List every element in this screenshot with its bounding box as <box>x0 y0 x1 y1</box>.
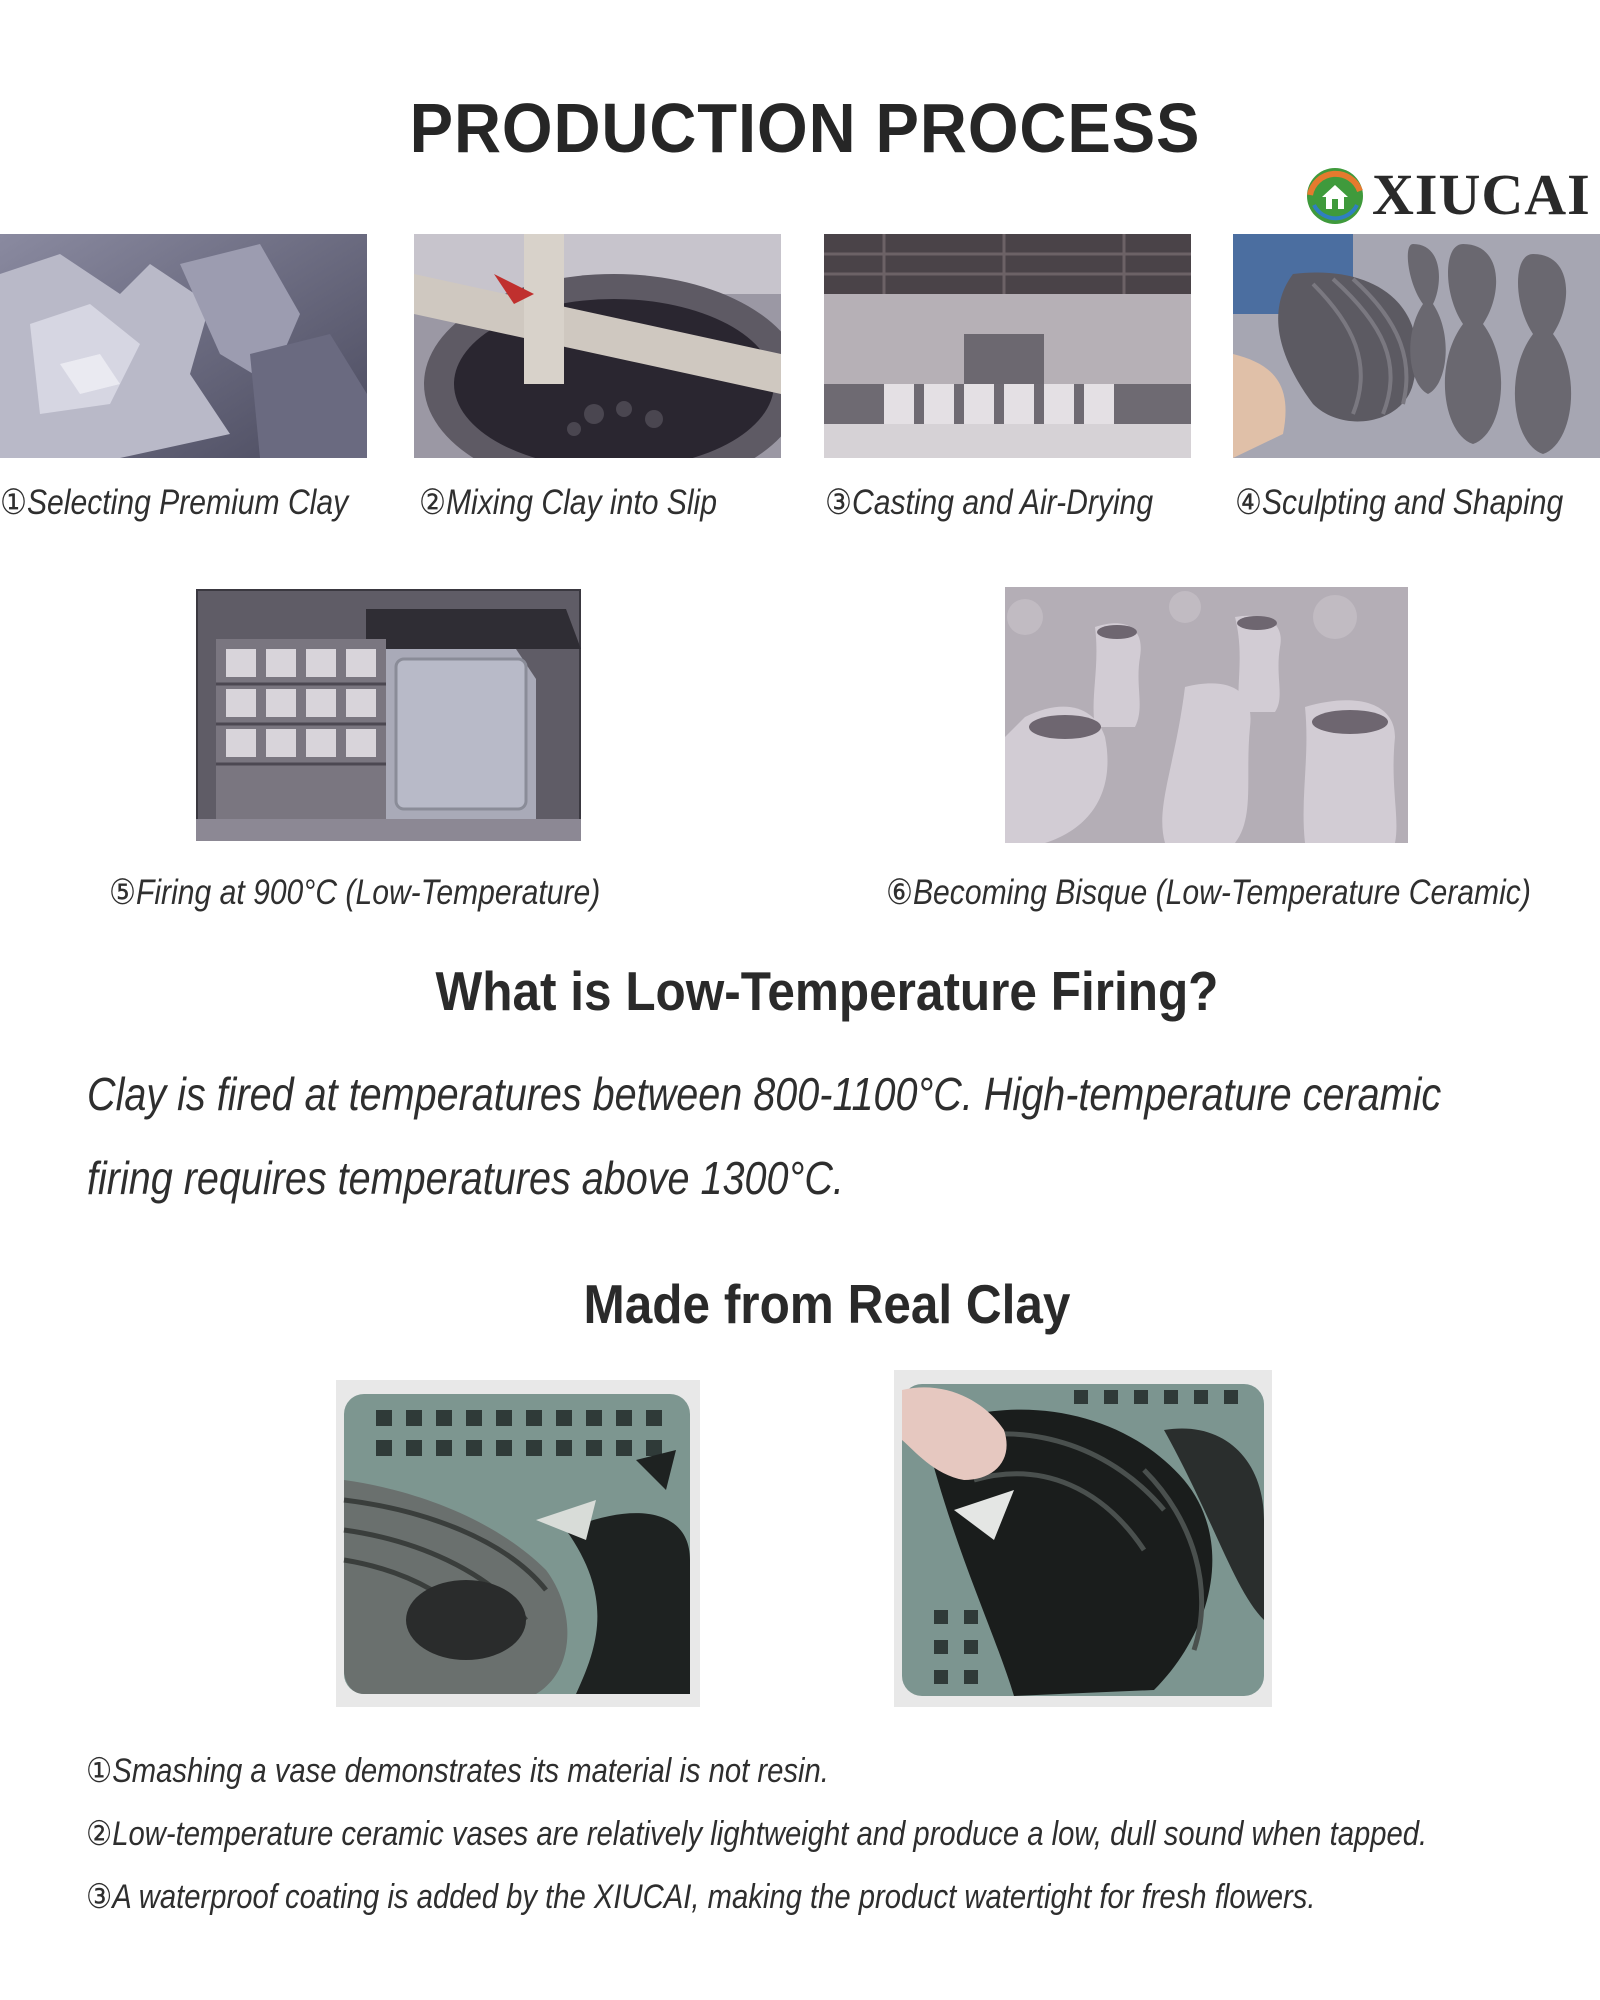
kiln-photo <box>196 589 581 841</box>
low-temp-line-1: Clay is fired at temperatures between 800-1100°C. High-temperature ceramic <box>87 1068 1442 1120</box>
factory-drying-hall-photo <box>824 234 1191 458</box>
low-temp-line-2: firing requires temperatures above 1300°C. <box>87 1152 844 1204</box>
step-caption-5: ⑤Firing at 900°C (Low-Temperature) <box>109 873 601 912</box>
smashed-vase-photo-1 <box>336 1380 700 1707</box>
step-caption-1: ①Selecting Premium Clay <box>0 483 349 522</box>
slip-mixing-tank-photo <box>414 234 781 458</box>
low-temp-heading: What is Low-Temperature Firing? <box>435 960 1219 1022</box>
note-1: ①Smashing a vase demonstrates its material is not resin. <box>86 1752 829 1790</box>
brand-name: XIUCAI <box>1372 161 1591 227</box>
real-clay-heading: Made from Real Clay <box>583 1273 1071 1335</box>
vase-shaping-photo <box>1233 234 1600 458</box>
bisque-vases-photo <box>1005 587 1408 843</box>
page-title: PRODUCTION PROCESS <box>409 89 1201 167</box>
raw-clay-photo <box>0 234 367 458</box>
step-caption-2: ②Mixing Clay into Slip <box>419 483 717 522</box>
step-caption-3: ③Casting and Air-Drying <box>825 483 1154 522</box>
step-caption-4: ④Sculpting and Shaping <box>1235 483 1564 522</box>
note-2: ②Low-temperature ceramic vases are relatively lightweight and produce a low, dull sound when tapped. <box>86 1815 1428 1853</box>
note-3: ③A waterproof coating is added by the XIUCAI, making the product watertight for fresh flowers. <box>86 1878 1316 1916</box>
house-leaf-logo-icon <box>1302 161 1368 227</box>
smashed-vase-photo-2 <box>894 1370 1272 1707</box>
brand-logo <box>1302 158 1591 230</box>
step-caption-6: ⑥Becoming Bisque (Low-Temperature Ceramic) <box>886 873 1531 912</box>
